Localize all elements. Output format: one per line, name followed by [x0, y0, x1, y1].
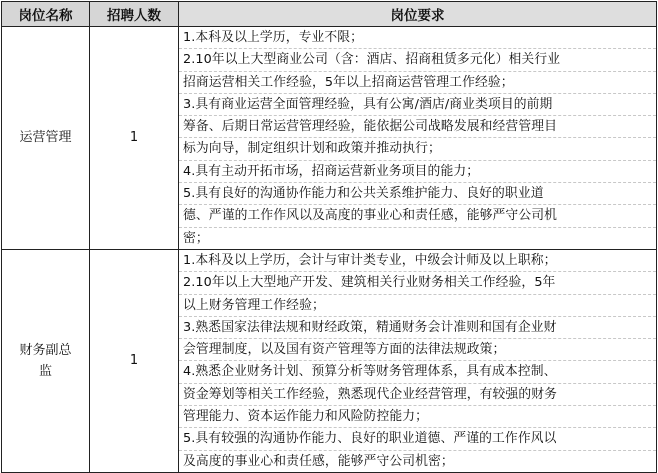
requirement-line: 资金筹划等相关工作经验，熟悉现代企业经营管理，有较强的财务: [179, 384, 656, 406]
requirement-line: 3.熟悉国家法律法规和财经政策，精通财务会计准则和国有企业财: [179, 317, 656, 339]
requirement-line: 1.本科及以上学历，专业不限；: [179, 27, 656, 49]
header-position-name: 岗位名称: [2, 2, 90, 27]
requirements-cell: [179, 249, 657, 472]
requirement-line: 2.10年以上大型地产开发、建筑相关行业财务相关工作经验，5年: [179, 272, 656, 294]
table-row: [2, 249, 657, 472]
job-requirements-table: [1, 1, 657, 473]
header-row: [2, 2, 657, 27]
requirement-line: 会管理制度，以及国有资产管理等方面的法律法规政策；: [179, 339, 656, 361]
requirement-line: 筹备、后期日常运营管理经验，能依据公司战略发展和经营管理目: [179, 116, 656, 138]
requirement-line: 1.本科及以上学历，会计与审计类专业，中级会计师及以上职称；: [179, 250, 656, 272]
requirement-line: 2.10年以上大型商业公司（含：酒店、招商租赁多元化）相关行业: [179, 49, 656, 71]
position-name-cell: [2, 249, 90, 472]
requirement-line: 4.熟悉企业财务计划、预算分析等财务管理体系，具有成本控制、: [179, 361, 656, 383]
requirement-line: 5.具有良好的沟通协作能力和公共关系维护能力、良好的职业道: [179, 183, 656, 205]
requirement-line: 4.具有主动开拓市场，招商运营新业务项目的能力；: [179, 161, 656, 183]
requirement-line: 德、严谨的工作作风以及高度的事业心和责任感，能够严守公司机: [179, 205, 656, 227]
requirement-line: 及高度的事业心和责任感，能够严守公司机密；: [183, 453, 454, 469]
header-requirements: 岗位要求: [179, 2, 657, 27]
position-name: 运营管理: [19, 130, 72, 146]
position-name-line: 财务副总: [19, 342, 72, 358]
headcount-cell: 1: [90, 27, 179, 250]
requirement-line: 以上财务管理工作经验；: [179, 295, 656, 317]
requirement-line: 招商运营相关工作经验，5年以上招商运营管理工作经验；: [179, 72, 656, 94]
headcount-cell: 1: [90, 249, 179, 472]
requirement-line: 5.具有较强的沟通协作能力、良好的职业道德、严谨的工作作风以: [179, 428, 656, 450]
header-headcount: 招聘人数: [90, 2, 179, 27]
table-row: [2, 27, 657, 250]
position-name-line: 监: [38, 363, 52, 379]
requirement-line: 标为向导，制定组织计划和政策并推动执行；: [179, 138, 656, 160]
position-name-cell: [2, 27, 90, 250]
requirement-line: 管理能力、资本运作能力和风险防控能力；: [179, 406, 656, 428]
requirement-line: 密；: [183, 230, 209, 246]
requirements-cell: [179, 27, 657, 250]
requirement-line: 3.具有商业运营全面管理经验，具有公寓/酒店/商业类项目的前期: [179, 94, 656, 116]
